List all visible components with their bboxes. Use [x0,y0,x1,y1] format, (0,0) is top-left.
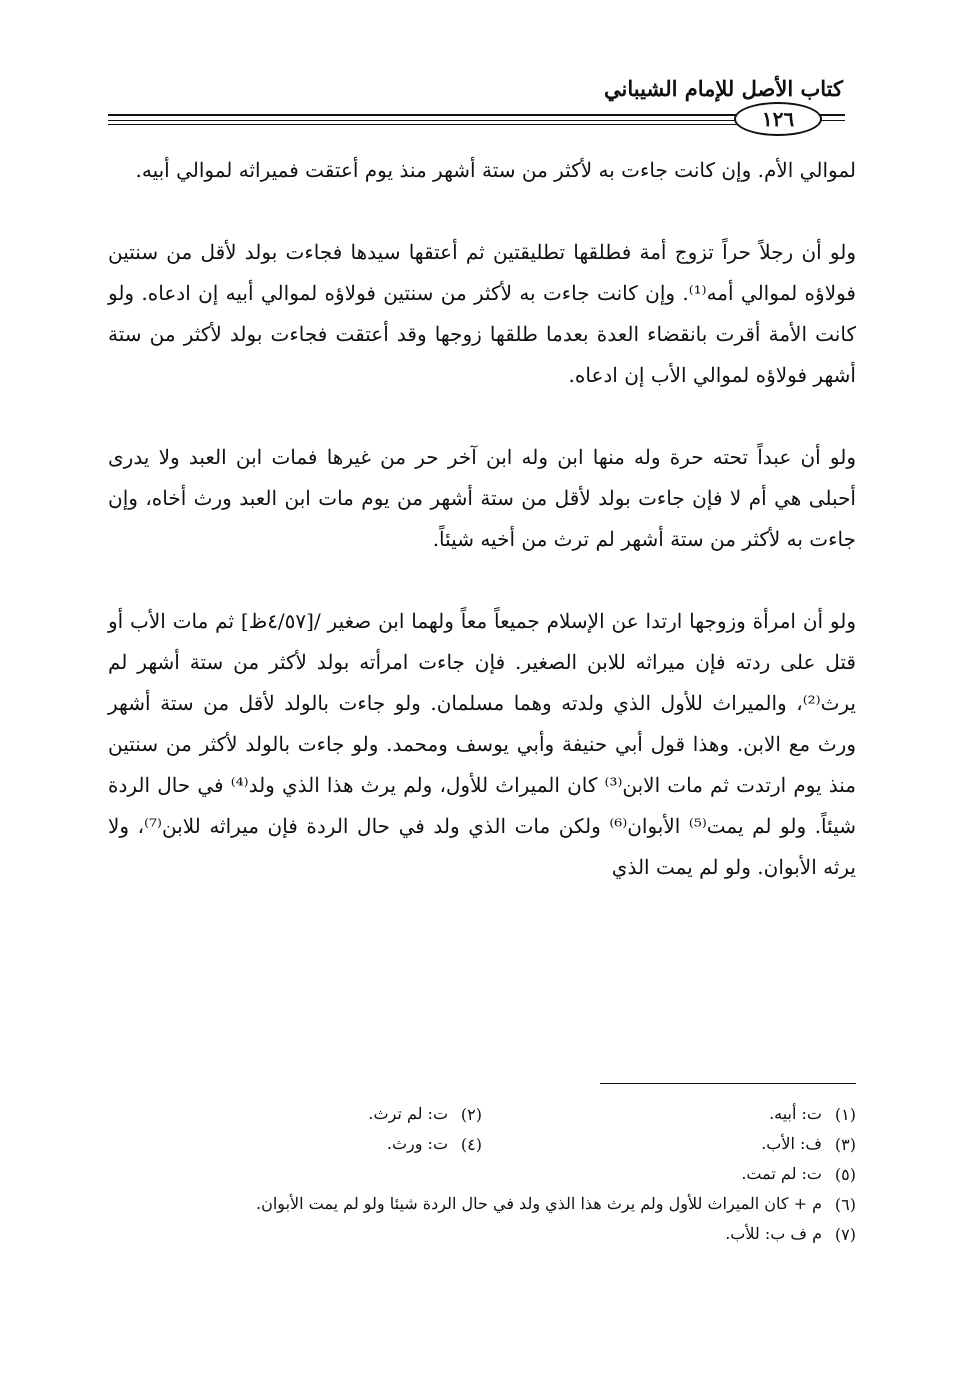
footnote [108,1220,856,1250]
footnote [108,1160,856,1190]
footnote-text: ت: أبيه. [769,1104,822,1123]
paragraph: ولو أن امرأة وزوجها ارتدا عن الإسلام جميعاً معاً ولهما ابن صغير /[٤/٥٧ظ] ثم مات الأب أو قتل على ردته فإن ميراثه للابن الصغير. فإن جاءت امرأته بولد لأكثر من ستة أشهر لم يرث⁽²⁾، والميراث للأول الذي ولدته وهما مسلمان. ولو جاءت بالولد لأقل من ستة أشهر ورث مع الابن. وهذا قول أبي حنيفة وأبي يوسف ومحمد. ولو جاءت بالولد لأكثر من سنتين منذ يوم ارتدت ثم مات الابن⁽³⁾ كان الميراث للأول، ولم يرث هذا الذي ولد⁽⁴⁾ في حال الردة شيئاً. ولو لم يمت⁽⁵⁾ الأبوان⁽⁶⁾ ولكن مات الذي ولد في حال الردة فإن ميراثه للابن⁽⁷⁾، ولا يرثه الأبوان. ولو لم يمت الذي [108,609,856,879]
footnotes [108,1100,856,1250]
footnote-number: (١) [834,1105,856,1124]
footnote-number: (٧) [834,1225,856,1244]
page-number: ١٢٦ [734,102,822,136]
footnote-row [108,1100,856,1130]
footnote-text: م + كان الميراث للأول ولم يرث هذا الذي ولد في حال الردة شيئا ولو لم يمت الأبوان. [256,1194,822,1213]
footnote [108,1190,856,1220]
footnote-text: ت: ورث. [386,1134,448,1153]
footnote [482,1130,856,1160]
paragraph: لموالي الأم. وإن كانت جاءت به لأكثر من ستة أشهر منذ يوم أعتقت فميراثه لموالي أبيه. [135,158,856,182]
footnote-text: ت: لم ترث. [368,1104,448,1123]
footnote-text: ف: الأب. [761,1134,822,1153]
footnote-row [108,1130,856,1160]
header-rule-thin [108,124,808,125]
footnote-number: (٤) [460,1135,482,1154]
footnote [108,1130,482,1160]
footnote-number: (٦) [834,1195,856,1214]
footnote-text: م ف ب: للأب. [725,1224,822,1243]
main-text [108,150,856,888]
paragraph: ولو أن عبداً تحته حرة وله منها ابن وله ابن آخر حر من غيرها فمات ابن العبد ولا يدرى أحبلى هي أم لا فإن جاءت بولد لأقل من ستة أشهر من يوم مات ابن العبد ورث أخاه، وإن جاءت به لأكثر من ستة أشهر لم ترث من أخيه شيئاً. [108,445,856,551]
footnote [482,1100,856,1130]
paragraph: ولو أن رجلاً حراً تزوج أمة فطلقها تطليقتين ثم أعتقها سيدها فجاءت بولد لأقل من سنتين فولاؤه لموالي أمه⁽¹⁾. وإن كانت جاءت به لأكثر من سنتين فولاؤه لموالي أبيه إن ادعاه. ولو كانت الأمة أقرت بانقضاء العدة بعدما طلقها زوجها وقد أعتقت فجاءت بولد لأكثر من ستة أشهر فولاؤه لموالي الأب إن ادعاه. [108,240,856,387]
footnote-text: ت: لم تمت. [741,1164,822,1183]
footnote-separator [600,1083,856,1084]
footnote-number: (٥) [834,1165,856,1184]
running-title: كتاب الأصل للإمام الشيباني [604,76,843,101]
footnote [108,1100,482,1130]
footnote-number: (٢) [460,1105,482,1124]
footnote-number: (٣) [834,1135,856,1154]
